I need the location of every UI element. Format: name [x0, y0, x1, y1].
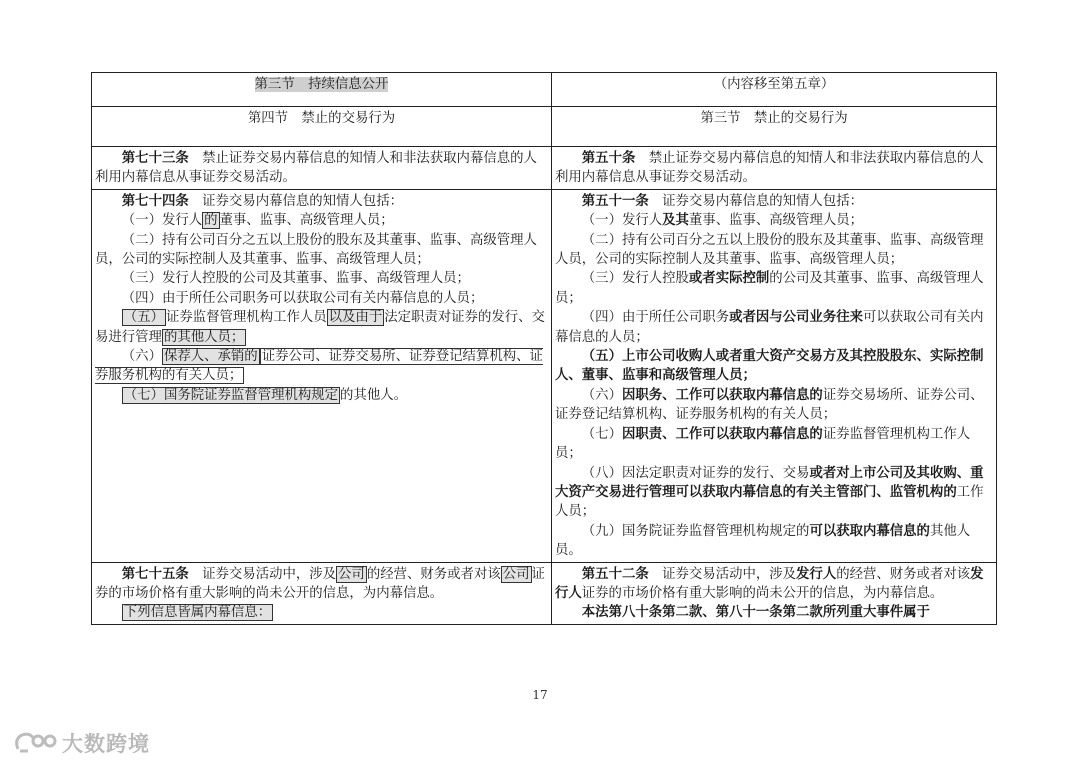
article-text: 证券交易内幕信息的知情人包括： — [648, 193, 863, 209]
article-text: 禁止证券交易内幕信息的知情人和非法获取内幕信息的人利用内幕信息从事证券交易活动。 — [555, 151, 984, 186]
item-text: （四）由于所任公司职务 — [581, 310, 730, 326]
item-text: 董事、监事、高级管理人员； — [219, 213, 394, 229]
table-row — [92, 189, 997, 562]
article-text: 证券交易活动中，涉及 — [648, 566, 797, 582]
article-text: 证券交易活动中，涉及 — [188, 566, 337, 582]
article-50 — [552, 147, 997, 190]
added-text: 发行人 — [555, 566, 984, 601]
added-text: 及其 — [662, 213, 689, 229]
added-text: 因职责、工作可以获取内幕信息的 — [621, 426, 823, 442]
item-text: （六） — [121, 349, 162, 365]
item-text: 法定职责对证券的发行、交易进行管理 — [95, 310, 545, 345]
comparison-page — [91, 72, 988, 625]
watermark-text: 大数跨境 — [62, 732, 150, 756]
item-text: （三）发行人控股的公司及其董事、监事、高级管理人员； — [121, 271, 470, 287]
section-title: 第四节 禁止的交易行为 — [247, 111, 396, 126]
right-section-header — [552, 73, 997, 107]
article-text: 的经营、财务或者对该 — [366, 566, 501, 582]
watermark — [12, 728, 150, 758]
item-text: （二）持有公司百分之五以上股份的股东及其董事、监事、高级管理人员，公司的实际控制人及其董事、监事、高级管理人员； — [95, 232, 537, 268]
item-text: （九）国务院证券监督管理机构规定的 — [581, 523, 810, 539]
added-text: 或者对上市公司及其收购、重大资产交易进行管理可以获取内幕信息的有关主管部门、监管机构的 — [555, 465, 984, 500]
item-text: 工作人员； — [555, 484, 984, 520]
highlight: 以及由于 — [328, 310, 383, 326]
highlight: 保荐人、承销的 — [163, 349, 258, 365]
item-text: 的公司及其董事、监事、高级管理人员； — [555, 271, 984, 306]
added-text: 可以获取内幕信息的 — [809, 523, 930, 539]
article-52 — [552, 562, 997, 624]
table-row — [92, 73, 997, 107]
highlight: （七）国务院证券监督管理机构规定 — [123, 387, 339, 403]
left-section-header — [92, 73, 552, 107]
table-row — [92, 147, 997, 190]
item-text: （三）发行人控股 — [581, 271, 689, 287]
article-text: 证券的市场价格有重大影响的尚未公开的信息，为内幕信息。 — [581, 585, 944, 601]
item-text: （一）发行人 — [581, 213, 663, 229]
item-text: 可以获取公司有关内幕信息的人员； — [555, 310, 984, 345]
article-number: 第五十二条 — [581, 566, 649, 582]
item-text: （一）发行人 — [121, 213, 203, 229]
comparison-table — [91, 72, 997, 625]
article-74 — [92, 189, 552, 562]
article-number: 第七十五条 — [121, 566, 189, 582]
added-text: 本法第八十条第二款、第八十一条第二款所列重大事件属于 — [581, 605, 930, 621]
article-75 — [92, 562, 552, 624]
article-73 — [92, 147, 552, 190]
added-text: （五）上市公司收购人或者重大资产交易方及其控股股东、实际控制人、董事、监事和高级管理人员； — [555, 349, 984, 384]
item-text: 证券公司、证券交易所、证券登记结算机构、证券服务机构的有关人员； — [95, 349, 543, 384]
highlight: （五） — [123, 310, 164, 326]
section-title: 第三节 持续信息公开 — [254, 77, 389, 92]
item-text: 证券监督管理机构工作人员； — [555, 426, 971, 462]
added-text: 或者因与公司业务往来 — [729, 310, 863, 326]
highlight: 公司 — [338, 566, 365, 582]
item-text: 证券交易场所、证券公司、证券登记结算机构、证券服务机构的有关人员； — [555, 387, 984, 423]
item-text: （七） — [581, 426, 622, 442]
article-text: 禁止证券交易内幕信息的知情人和非法获取内幕信息的人利用内幕信息从事证券交易活动。 — [95, 151, 537, 186]
highlight: 公司 — [502, 566, 530, 582]
item-text: （四）由于所任公司职务可以获取公司有关内幕信息的人员； — [121, 290, 484, 306]
table-row — [92, 562, 997, 624]
article-number: 第七十三条 — [121, 151, 189, 166]
article-text: 证券的市场价格有重大影响的尚未公开的信息，为内幕信息。 — [95, 566, 545, 601]
section-title: （内容移至第五章） — [713, 77, 835, 92]
highlight: 的 — [204, 213, 218, 229]
table-row — [92, 107, 997, 147]
article-text: 的经营、财务或者对该 — [836, 566, 971, 582]
added-text: 或者实际控制 — [688, 271, 770, 287]
added-text: 发行人 — [796, 566, 837, 582]
left-section-header — [92, 107, 552, 147]
page-number: 17 — [532, 688, 548, 702]
item-text: 董事、监事、高级管理人员； — [688, 213, 863, 229]
article-number: 第七十四条 — [121, 193, 189, 209]
item-text: 的其他人。 — [340, 387, 407, 403]
highlight: 下列信息皆属内幕信息： — [123, 605, 272, 621]
section-title: 第三节 禁止的交易行为 — [700, 111, 848, 126]
watermark-logo-icon — [12, 729, 58, 757]
item-text: （二）持有公司百分之五以上股份的股东及其董事、监事、高级管理人员，公司的实际控制人及其董事、监事、高级管理人员； — [555, 232, 984, 268]
right-section-header — [552, 107, 997, 147]
highlight: 的其他人员； — [163, 329, 245, 345]
article-51 — [552, 189, 997, 562]
item-text: 其他人员。 — [555, 523, 971, 559]
article-number: 第五十条 — [581, 151, 636, 166]
article-text: 证券交易内幕信息的知情人包括： — [188, 193, 403, 209]
added-text: 因职务、工作可以获取内幕信息的 — [621, 387, 823, 403]
article-number: 第五十一条 — [581, 193, 649, 209]
item-text: （八）因法定职责对证券的发行、交易 — [581, 465, 810, 481]
item-text: 证券监督管理机构工作人员 — [165, 310, 327, 326]
item-text: （六） — [581, 387, 622, 403]
